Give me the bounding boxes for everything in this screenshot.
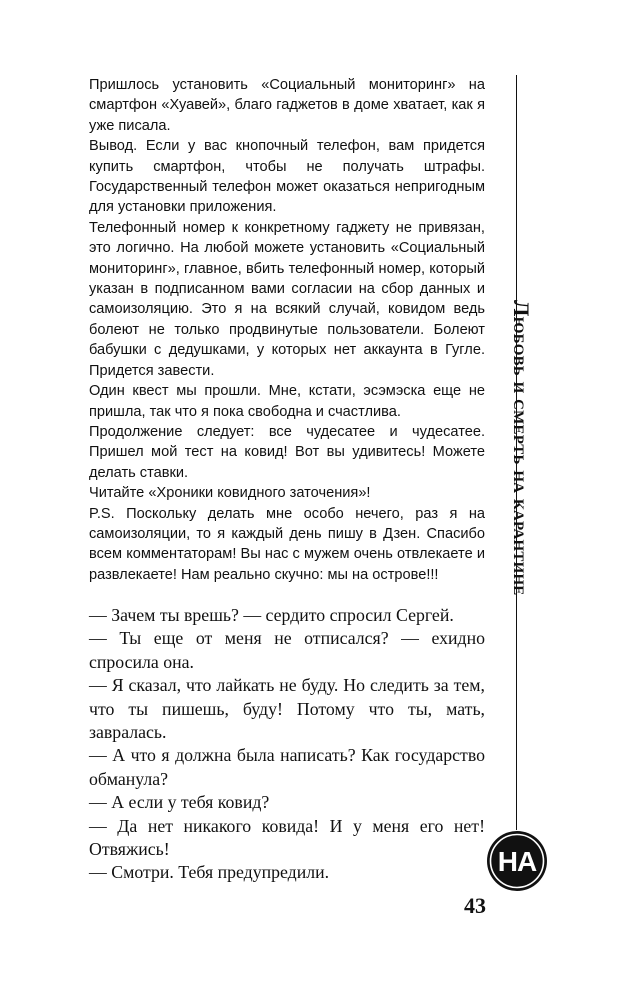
blog-paragraph: Телефонный номер к конкретному гаджету не привязан, это логично. На любой можете установить «Социальный мониторинг», главное, вбить телефонный номер, который указан в подписанном вами согласии на сбор данных и самоизоляцию. Это я на всякий случай, ковидом ведь болеют не только продвинутые пользователи. Болеют бабушки с дедушками, у которых нет аккаунта в Гугле. Придется завести. [89,219,485,379]
page-number: 43 [464,893,486,918]
blog-paragraph: Один квест мы прошли. Мне, кстати, эсэмэска еще не пришла, так что я пока свободна и счастлива. [89,383,485,420]
running-title [498,300,534,630]
dialogue-line: — А что я должна была написать? Как государство обманула? [89,745,485,789]
dialogue-line: — Ты еще от меня не отписался? — ехидно спросила она. [89,628,485,672]
logo-letters: НА [497,846,537,877]
blog-paragraph: P.S. Поскольку делать мне особо нечего, раз я на самоизоляции, то я каждый день пишу в Дзен. Спасибо всем комментаторам! Вы нас с мужем очень отвлекаете и развлекаете! Нам реально скучно: мы на острове!!! [89,505,485,583]
blog-paragraph: Вывод. Если у вас кнопочный телефон, вам придется купить смартфон, чтобы не получать штрафы. Государственный телефон может оказаться непригодным для установки приложения. [89,138,485,216]
blog-paragraph: Продолжение следует: все чудесатее и чудесатее. Пришел мой тест на ковид! Вот вы удивитесь! Можете делать ставки. [89,423,485,481]
dialogue-line: — Зачем ты врешь? — сердито спросил Сергей. [89,605,454,625]
dialogue-text-block [89,604,485,885]
blog-paragraph: Читайте «Хроники ковидного заточения»! [89,485,371,502]
dialogue-line: — Да нет никакого ковида! И у меня его нет! Отвяжись! [89,815,485,860]
dialogue-line: — Смотри. Тебя предупредили. [89,862,330,883]
publisher-logo [486,830,548,892]
dialogue-line: — Я сказал, что лайкать не буду. Но следить за тем, что ты пишешь, буду! Потому что ты, мать, завралась. [89,675,485,743]
blog-paragraph: Пришлось установить «Социальный мониторинг» на смартфон «Хуавей», благо гаджетов в доме хватает, как я уже писала. [89,77,485,134]
blog-text-block [89,75,485,585]
running-title-text: Любовь и смерть на карантине [509,300,534,596]
dialogue-line: — А если у тебя ковид? [89,792,270,813]
